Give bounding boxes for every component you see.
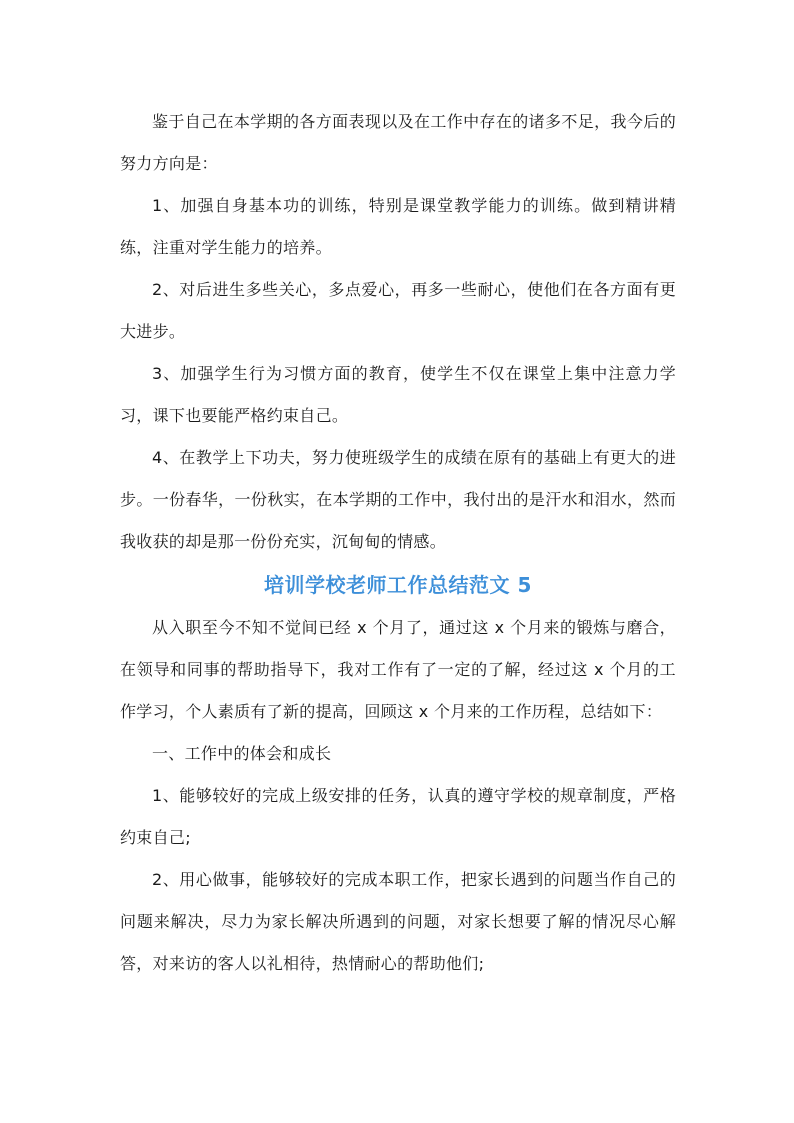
paragraph-item-4: 4、在教学上下功夫，努力使班级学生的成绩在原有的基础上有更大的进步。一份春华，一份秋实，在本学期的工作中，我付出的是汗水和泪水，然而我收获的却是那一份份充实，沉甸甸的情感。 — [120, 448, 676, 551]
paragraph-item-3: 3、加强学生行为习惯方面的教育，使学生不仅在课堂上集中注意力学习，课下也要能严格约束自己。 — [120, 364, 676, 425]
paragraph-intro: 从入职至今不知不觉间已经 x 个月了，通过这 x 个月来的锻炼与磨合，在领导和同事的帮助指导下，我对工作有了一定的了解，经过这 x 个月的工作学习，个人素质有了新的提高，回顾这 x 个月来的工作历程，总结如下： — [120, 618, 676, 721]
paragraph-directions-intro: 鉴于自己在本学期的各方面表现以及在工作中存在的诸多不足，我今后的努力方向是： — [120, 112, 676, 173]
document-page — [120, 101, 676, 985]
paragraph-subheading: 一、工作中的体会和成长 — [152, 744, 332, 763]
paragraph-growth-2: 2、用心做事，能够较好的完成本职工作，把家长遇到的问题当作自己的问题来解决，尽力为家长解决所遇到的问题，对家长想要了解的情况尽心解答，对来访的客人以礼相待，热情耐心的帮助他们; — [120, 870, 676, 973]
section-title: 培训学校老师工作总结范文 5 — [264, 573, 532, 597]
paragraph-item-1: 1、加强自身基本功的训练，特别是课堂教学能力的训练。做到精讲精练，注重对学生能力的培养。 — [120, 196, 676, 257]
paragraph-growth-1: 1、能够较好的完成上级安排的任务，认真的遵守学校的规章制度，严格约束自己; — [120, 786, 676, 847]
paragraph-item-2: 2、对后进生多些关心，多点爱心，再多一些耐心，使他们在各方面有更大进步。 — [120, 280, 676, 341]
